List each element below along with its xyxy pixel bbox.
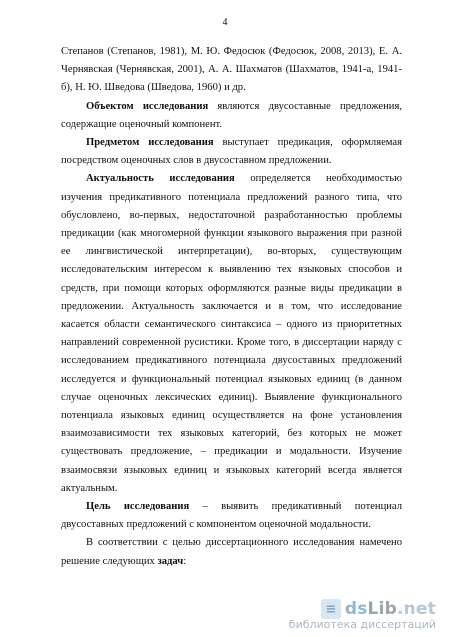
page-number: 4	[222, 17, 228, 28]
paragraph-text: В соответствии с целью диссертационного исследования намечено решение следующих	[61, 537, 402, 567]
paragraph-text: Степанов (Степанов, 1981), М. Ю. Федосюк (Федосюк, 2008, 2013), Е. А. Чернявская (Чернявская, 2001), А. А. Шахматов (Шахматов, 1941-а, 1941-б), Н. Ю. Шведова (Шведова, 1960) и др.	[61, 46, 402, 94]
bold-term: Цель исследования	[86, 501, 190, 513]
bold-term: задач	[157, 555, 184, 567]
paragraph-text: являются двусоставные предложения, содержащие оценочный компонент.	[61, 100, 402, 130]
paragraph	[61, 534, 402, 570]
paragraph-text: :	[183, 555, 187, 567]
paragraph	[61, 43, 402, 98]
dslib-watermark[interactable]	[289, 599, 436, 631]
paragraph-text: определяется необходимостью изучения предикативного потенциала предложений разного типа, что обусловлено, во-первых, недостаточной разработанностью проблемы предикации (как многомерной функции языкового выражения при разной ее лингвистической интерпретации), во-вторых, существующим исследовательским интересом к выявлению тех языковых способов и средств, при помощи которых оформляются разные виды предикации в предложении. Актуальность заключается и в том, что исследование касается области семантического синтаксиса – одного из приоритетных направлений современной русистики. Кроме того, в диссертации наряду с исследованием предикативного потенциала двусоставных предложений исследуется и функциональный потенциал языковых единиц (в данном случае оценочных лексических единиц). Выявление функционального потенциала языковых единиц осуществляется на фоне установления взаимозависимости тех языковых категорий, без которых не может существовать предложение, – предикации и модальности. Изучение взаимосвязи языковых единиц и языковых категорий всегда является актуальным.	[61, 173, 402, 494]
bold-term: Предметом исследования	[86, 137, 214, 149]
paragraph-text: выступает предикация, оформляемая посредством оценочных слов в двусоставном предложении.	[61, 137, 402, 167]
bold-term: Объектом исследования	[86, 100, 209, 112]
paragraph	[61, 170, 402, 498]
document-body	[61, 43, 402, 571]
bold-term: Актуальность исследования	[86, 173, 235, 185]
paragraph	[61, 134, 402, 170]
watermark-subtitle: библиотека диссертаций	[288, 618, 436, 631]
watermark-logo: dsLib.net	[344, 599, 436, 619]
paragraph-text: – выявить предикативный потенциал двусоставных предложений с компонентом оценочной модальности.	[61, 501, 403, 531]
paragraph	[61, 98, 402, 134]
book-icon: ≡	[321, 599, 341, 619]
paragraph	[61, 498, 402, 534]
